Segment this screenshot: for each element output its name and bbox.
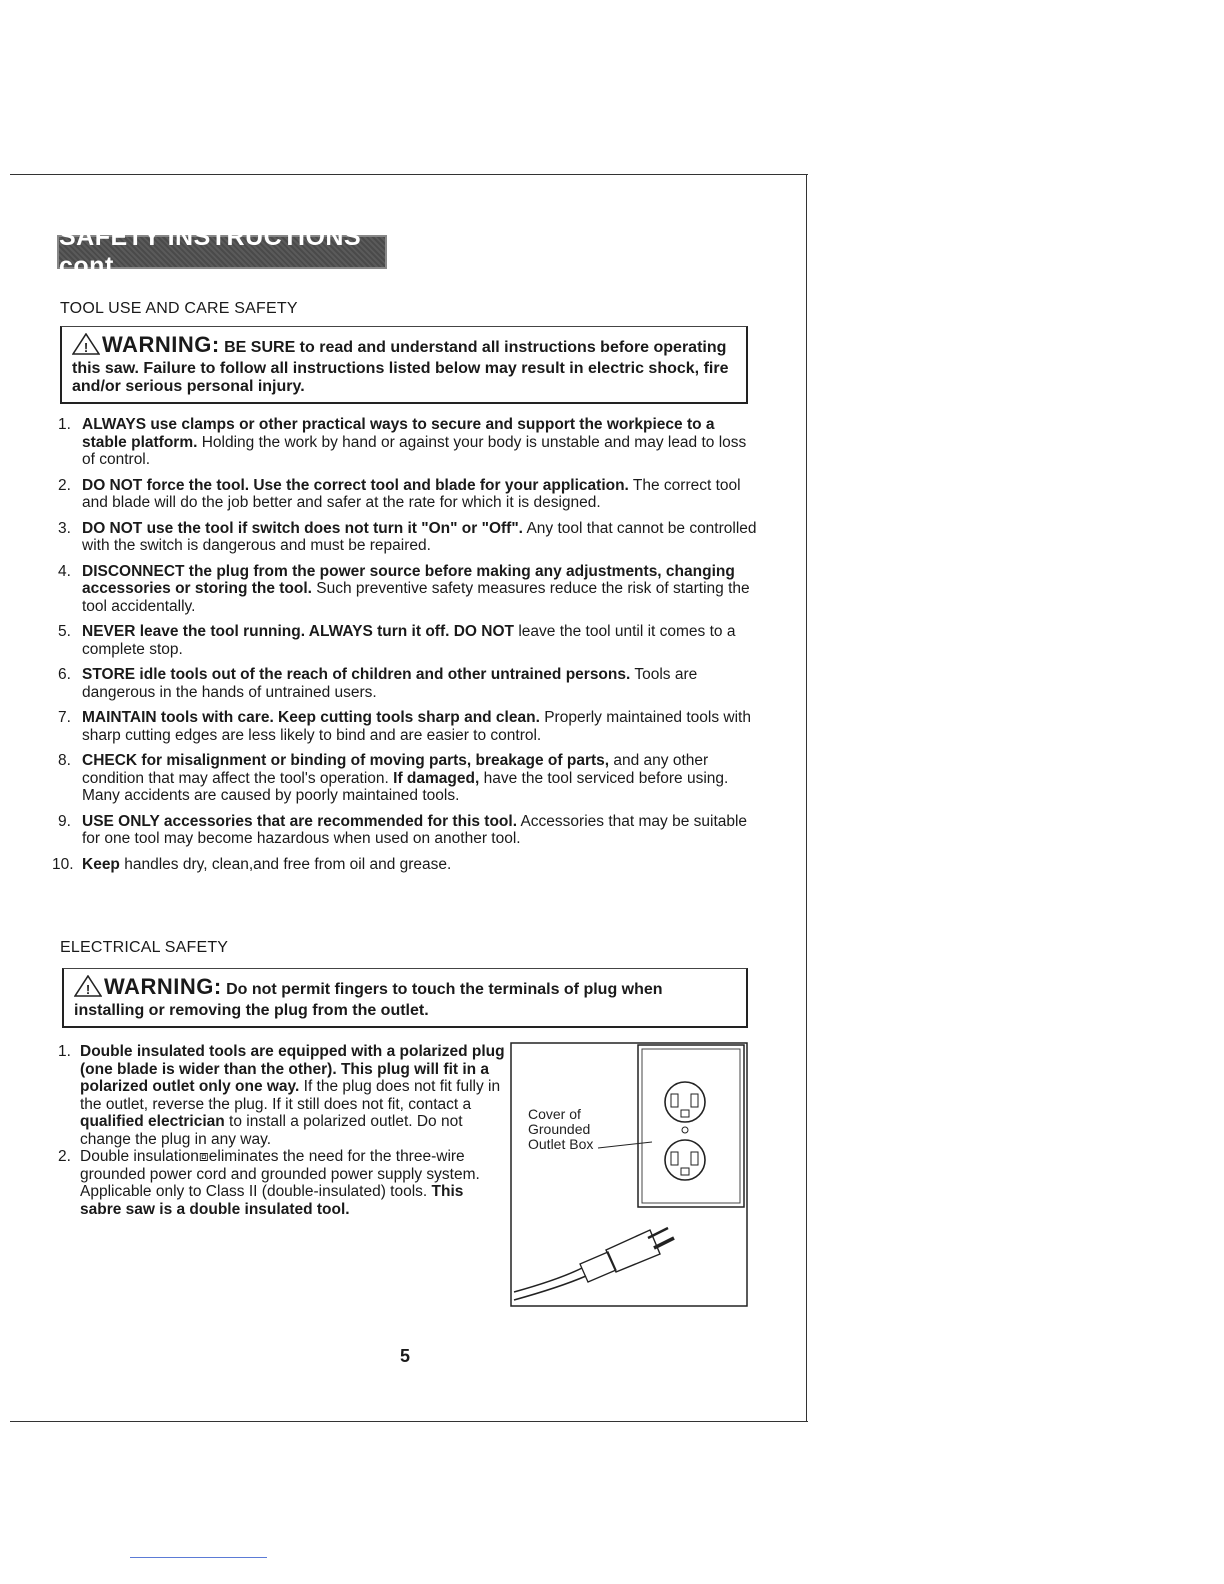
list-item: 2. Double insulation⧈eliminates the need for the three-wire grounded power cord and grounded power supply system. Applicable only to Class II (double-insulated) tools. This sabre saw is a double insulated tool.	[58, 1148, 480, 1218]
right-rule	[806, 174, 807, 1422]
warning-triangle-icon	[74, 975, 102, 1002]
list-item: 4. DISCONNECT the plug from the power source before making any adjustments, changing accessories or storing the tool. Such preventive safety measures reduce the risk of starting the tool accidentally.	[58, 562, 750, 615]
footer-line	[130, 1557, 267, 1558]
list-item: 8. CHECK for misalignment or binding of moving parts, breakage of parts, and any other condition that may affect the tool's operation. If damaged, have the tool serviced before using. Many accidents are caused by poorly maintained tools.	[58, 752, 729, 804]
list-item: 10. Keep handles dry, clean,and free from oil and grease.	[52, 855, 452, 873]
tool-safety-heading: TOOL USE AND CARE SAFETY	[60, 300, 298, 317]
top-rule	[10, 174, 808, 175]
page-number: 5	[400, 1346, 411, 1366]
list-item: 1. ALWAYS use clamps or other practical ways to secure and support the workpiece to a stable platform. Holding the work by hand or against your body is unstable and may lead to loss of control.	[58, 416, 747, 468]
warning-text: Do not permit fingers to touch the terminals of plug when installing or removing the plug from the outlet.	[74, 981, 663, 1019]
electrical-safety-heading: ELECTRICAL SAFETY	[60, 939, 229, 956]
list-item: 5. NEVER leave the tool running. ALWAYS turn it off. DO NOT leave the tool until it comes to a complete stop.	[58, 623, 736, 658]
electrical-warning-box	[62, 968, 748, 1028]
list-item: 1. Double insulated tools are equipped with a polarized plug (one blade is wider than the other). This plug will fit in a polarized outlet only one way. If the plug does not fit fully in the outlet, reverse the plug. If it still does not fit, contact a qualified electrician to install a polarized outlet. Do not change the plug in any way.	[58, 1043, 505, 1148]
outlet-plug-figure	[510, 1042, 750, 1308]
warning-title: WARNING:	[104, 974, 222, 999]
list-item: 9. USE ONLY accessories that are recommended for this tool. Accessories that may be suitable for one tool may become hazardous when used on another tool.	[58, 812, 748, 847]
list-item: 2. DO NOT force the tool. Use the correct tool and blade for your application. The correct tool and blade will do the job better and safer at the rate for which it is designed.	[58, 476, 741, 511]
list-item: 3. DO NOT use the tool if switch does not turn it "On" or "Off". Any tool that cannot be controlled with the switch is dangerous and must be repaired.	[58, 519, 757, 554]
figure-label: Cover of Grounded Outlet Box	[528, 1106, 594, 1152]
svg-text:!: !	[83, 340, 89, 355]
section-banner: SAFETY INSTRUCTIONS cont.	[57, 235, 387, 269]
bottom-rule	[10, 1421, 808, 1422]
list-item: 6. STORE idle tools out of the reach of children and other untrained persons. Tools are dangerous in the hands of untrained users.	[58, 666, 698, 701]
warning-title: WARNING:	[102, 332, 220, 357]
outlet-plug-illustration	[510, 1042, 750, 1308]
list-item: 7. MAINTAIN tools with care. Keep cutting tools sharp and clean. Properly maintained tools with sharp cutting edges are less likely to bind and are easier to control.	[58, 709, 751, 744]
warning-triangle-icon	[72, 333, 100, 360]
outlet-receptacle-bottom	[665, 1140, 705, 1180]
double-insulation-icon: ⧈	[198, 1148, 209, 1165]
tool-safety-list	[52, 416, 758, 881]
electrical-safety-list	[58, 1043, 508, 1218]
outlet-receptacle-top	[665, 1082, 705, 1122]
svg-text:!: !	[85, 982, 91, 997]
warning-text: BE SURE to read and understand all instructions before operating this saw. Failure to follow all instructions listed below may result in electric shock, fire and/or serious personal injury.	[72, 339, 729, 395]
plug-icon	[514, 1228, 674, 1300]
tool-warning-box	[60, 326, 748, 404]
